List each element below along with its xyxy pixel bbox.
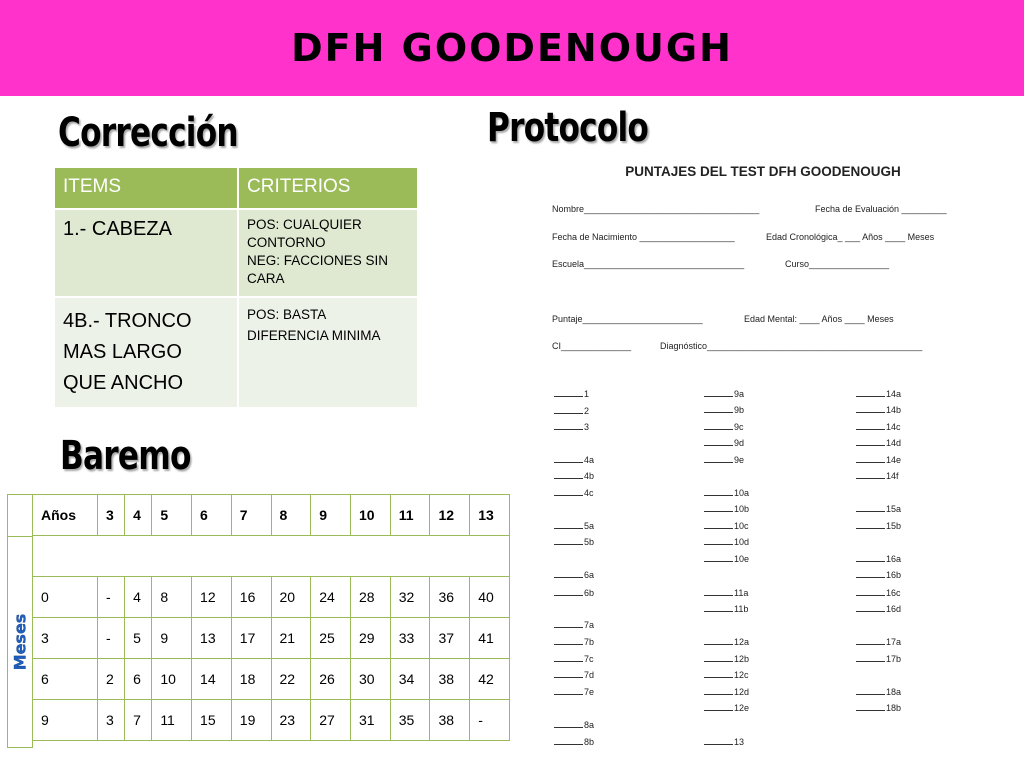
score-item-label: 7a [584, 620, 595, 630]
score-item-label: 15b [886, 521, 902, 531]
field-ci: CI______________ [552, 341, 632, 351]
score-blank-line [704, 636, 733, 645]
score-item-label: 3 [584, 422, 590, 432]
score-blank-line [554, 653, 583, 662]
value-cell: 30 [350, 659, 390, 700]
score-blank-line [856, 421, 885, 430]
items-criteria-table [53, 166, 419, 409]
score-item [554, 454, 594, 465]
score-item-label: 5a [584, 521, 595, 531]
score-item [554, 536, 594, 547]
score-item-label: 14b [886, 405, 902, 415]
criteria-line: NEG: FACCIONES SIN CARA [247, 253, 389, 286]
value-cell: - [98, 577, 125, 618]
score-blank-line [856, 553, 885, 562]
table-row [54, 297, 418, 408]
score-item-label: 10a [734, 488, 750, 498]
table-row [33, 577, 510, 618]
score-blank-line [856, 653, 885, 662]
value-cell: 34 [390, 659, 430, 700]
score-item-label: 10e [734, 554, 750, 564]
field-nombre: Nombre___________________________________ [552, 204, 760, 214]
score-blank-line [704, 536, 733, 545]
score-item [554, 669, 594, 680]
score-item [704, 686, 749, 697]
score-item-label: 4c [584, 488, 594, 498]
score-item-label: 12a [734, 637, 750, 647]
value-cell: 3 [98, 495, 125, 536]
value-cell: 2 [98, 659, 125, 700]
value-cell: 6 [192, 495, 232, 536]
score-blank-line [554, 470, 583, 479]
score-item [856, 603, 901, 614]
score-item-label: 18b [886, 703, 902, 713]
score-blank-line [554, 736, 583, 745]
score-item-label: 13 [734, 737, 745, 747]
score-blank-line [856, 587, 885, 596]
score-item [704, 437, 744, 448]
score-item-label: 9a [734, 389, 745, 399]
score-item-label: 12d [734, 687, 750, 697]
value-cell: 22 [271, 659, 311, 700]
score-blank-line [704, 388, 733, 397]
value-cell: 4 [125, 577, 152, 618]
value-cell: 32 [390, 577, 430, 618]
value-cell: 13 [192, 618, 232, 659]
score-item [554, 653, 594, 664]
value-cell: 11 [152, 700, 192, 741]
score-item [554, 686, 594, 697]
value-cell: 26 [311, 659, 351, 700]
score-blank-line [856, 603, 885, 612]
row-label-cell: 0 [33, 577, 98, 618]
score-item [554, 520, 594, 531]
field-curso: Curso________________ [785, 259, 890, 269]
field-fecha-nacimiento: Fecha de Nacimiento ___________________ [552, 232, 735, 242]
score-item [554, 736, 594, 747]
score-blank-line [554, 569, 583, 578]
score-blank-line [704, 520, 733, 529]
score-item [554, 405, 589, 416]
score-item [704, 520, 749, 531]
score-item-label: 16d [886, 604, 902, 614]
value-cell: 11 [390, 495, 430, 536]
value-cell: 24 [311, 577, 351, 618]
score-blank-line [856, 569, 885, 578]
score-item [856, 470, 899, 481]
score-item [704, 636, 749, 647]
score-item-label: 14e [886, 455, 902, 465]
value-cell: 20 [271, 577, 311, 618]
value-cell: 35 [390, 700, 430, 741]
score-item [704, 669, 749, 680]
criteria-line: POS: CUALQUIER CONTORNO [247, 217, 362, 250]
score-item-label: 10c [734, 521, 749, 531]
value-cell: 42 [470, 659, 510, 700]
score-item [554, 470, 594, 481]
table-row [33, 659, 510, 700]
score-item-label: 17a [886, 637, 902, 647]
value-cell: 33 [390, 618, 430, 659]
score-blank-line [856, 686, 885, 695]
score-item-label: 16a [886, 554, 902, 564]
score-item [704, 487, 749, 498]
score-blank-line [704, 553, 733, 562]
score-item [704, 702, 749, 713]
baremo-header-row [33, 495, 510, 536]
score-item [704, 404, 744, 415]
score-item-label: 7c [584, 654, 594, 664]
score-item [704, 553, 749, 564]
value-cell: 16 [231, 577, 271, 618]
score-blank-line [554, 686, 583, 695]
score-blank-line [554, 405, 583, 414]
score-blank-line [704, 404, 733, 413]
score-item-label: 17b [886, 654, 902, 664]
score-blank-line [554, 619, 583, 628]
score-item [554, 719, 594, 730]
value-cell: 12 [192, 577, 232, 618]
value-cell: 40 [470, 577, 510, 618]
title-banner [0, 0, 1024, 96]
score-blank-line [554, 487, 583, 496]
score-blank-line [856, 520, 885, 529]
score-item-label: 8b [584, 737, 595, 747]
score-blank-line [856, 702, 885, 711]
score-item-label: 2 [584, 406, 590, 416]
field-fecha-evaluacion: Fecha de Evaluación _________ [815, 204, 947, 214]
score-item-label: 14c [886, 422, 901, 432]
table-header-items: ITEMS [54, 167, 238, 209]
value-cell: 15 [192, 700, 232, 741]
score-blank-line [554, 421, 583, 430]
score-item [856, 587, 901, 598]
score-item-label: 15a [886, 504, 902, 514]
criteria-line: POS: BASTA DIFERENCIA MINIMA [247, 307, 381, 343]
score-item [856, 437, 901, 448]
score-item-label: 6b [584, 588, 595, 598]
score-blank-line [704, 587, 733, 596]
score-item-label: 7d [584, 670, 595, 680]
spacer-cell [33, 536, 510, 577]
score-item-label: 9c [734, 422, 744, 432]
score-item-label: 4b [584, 471, 595, 481]
value-cell: 28 [350, 577, 390, 618]
value-cell: 38 [430, 700, 470, 741]
spacer-row [33, 536, 510, 577]
score-blank-line [856, 503, 885, 512]
criteria-cell [238, 209, 418, 297]
row-label-cell: 3 [33, 618, 98, 659]
score-item-label: 11a [734, 588, 749, 598]
score-blank-line [554, 536, 583, 545]
score-item-label: 5b [584, 537, 595, 547]
value-cell: 12 [430, 495, 470, 536]
field-diagnostico: Diagnóstico___________________________________________ [660, 341, 923, 351]
value-cell: 17 [231, 618, 271, 659]
section-title-baremo: Baremo [60, 433, 191, 479]
score-blank-line [554, 388, 583, 397]
score-item [856, 636, 901, 647]
score-blank-line [554, 454, 583, 463]
score-blank-line [704, 702, 733, 711]
score-item-label: 16c [886, 588, 901, 598]
score-item [856, 388, 901, 399]
score-blank-line [554, 669, 583, 678]
score-item [704, 587, 748, 598]
baremo-table-wrapper [7, 494, 510, 746]
value-cell: 41 [470, 618, 510, 659]
score-item-label: 12b [734, 654, 750, 664]
field-edad-cronologica: Edad Cronológica_ ___ Años ____ Meses [766, 232, 935, 242]
score-item [856, 421, 901, 432]
score-blank-line [704, 653, 733, 662]
value-cell: 3 [98, 700, 125, 741]
protocol-form [548, 150, 978, 750]
value-cell: 13 [470, 495, 510, 536]
score-item [704, 536, 749, 547]
score-item [856, 569, 901, 580]
score-item-label: 9d [734, 438, 745, 448]
table-header-criterios: CRITERIOS [238, 167, 418, 209]
score-blank-line [554, 520, 583, 529]
score-item-label: 1 [584, 389, 590, 399]
score-item-label: 12e [734, 703, 750, 713]
value-cell: 8 [152, 577, 192, 618]
value-cell: 25 [311, 618, 351, 659]
score-item-label: 7b [584, 637, 595, 647]
table-row [33, 618, 510, 659]
score-item-label: 16b [886, 570, 902, 580]
score-item [704, 653, 749, 664]
protocol-title: PUNTAJES DEL TEST DFH GOODENOUGH [625, 164, 901, 179]
score-item [856, 702, 901, 713]
score-item [856, 653, 901, 664]
score-item [856, 686, 901, 697]
score-blank-line [704, 669, 733, 678]
score-blank-line [856, 388, 885, 397]
value-cell: 19 [231, 700, 271, 741]
value-cell: 9 [311, 495, 351, 536]
score-item [856, 454, 901, 465]
value-cell: 31 [350, 700, 390, 741]
score-blank-line [704, 437, 733, 446]
score-item-label: 12c [734, 670, 749, 680]
table-row [54, 209, 418, 297]
score-item [704, 736, 744, 747]
score-blank-line [856, 470, 885, 479]
value-cell: - [470, 700, 510, 741]
row-label-cell: Años [33, 495, 98, 536]
meses-label: Meses [10, 613, 30, 671]
row-label-cell: 6 [33, 659, 98, 700]
score-item [554, 487, 594, 498]
criteria-cell [238, 297, 418, 408]
score-item-label: 7e [584, 687, 595, 697]
score-item [856, 503, 901, 514]
value-cell: 4 [125, 495, 152, 536]
value-cell: 36 [430, 577, 470, 618]
value-cell: 27 [311, 700, 351, 741]
score-blank-line [856, 437, 885, 446]
score-item-label: 4a [584, 455, 595, 465]
slide-title: DFH GOODENOUGH [291, 26, 733, 70]
score-item [704, 503, 749, 514]
item-cell: 1.- CABEZA [54, 209, 238, 297]
table-row [33, 700, 510, 741]
score-item [856, 553, 901, 564]
score-item [704, 454, 744, 465]
corner-cell [7, 494, 33, 538]
score-blank-line [704, 603, 733, 612]
value-cell: 8 [271, 495, 311, 536]
score-blank-line [704, 686, 733, 695]
score-item [856, 404, 901, 415]
score-item-label: 6a [584, 570, 595, 580]
value-cell: 23 [271, 700, 311, 741]
score-item [554, 636, 594, 647]
score-item-label: 10b [734, 504, 750, 514]
score-item [554, 619, 594, 630]
value-cell: 18 [231, 659, 271, 700]
score-blank-line [554, 719, 583, 728]
value-cell: 10 [152, 659, 192, 700]
score-item [856, 520, 901, 531]
score-blank-line [704, 503, 733, 512]
score-blank-line [704, 736, 733, 745]
value-cell: 7 [125, 700, 152, 741]
value-cell: 5 [125, 618, 152, 659]
score-item-label: 14f [886, 471, 899, 481]
score-blank-line [554, 587, 583, 596]
value-cell: 9 [152, 618, 192, 659]
field-edad-mental: Edad Mental: ____ Años ____ Meses [744, 314, 894, 324]
score-item-label: 18a [886, 687, 902, 697]
value-cell: 7 [231, 495, 271, 536]
score-item-label: 10d [734, 537, 750, 547]
score-item [704, 421, 744, 432]
score-blank-line [554, 636, 583, 645]
value-cell: 10 [350, 495, 390, 536]
score-blank-line [856, 636, 885, 645]
score-item [554, 388, 589, 399]
score-blank-line [704, 454, 733, 463]
score-item-label: 8a [584, 720, 595, 730]
score-item [704, 603, 748, 614]
score-item-label: 9b [734, 405, 745, 415]
score-item-label: 14a [886, 389, 902, 399]
row-label-cell: 9 [33, 700, 98, 741]
value-cell: 37 [430, 618, 470, 659]
score-blank-line [856, 454, 885, 463]
item-cell: 4B.- TRONCO MAS LARGO QUE ANCHO [54, 297, 238, 408]
value-cell: 14 [192, 659, 232, 700]
score-blank-line [704, 487, 733, 496]
field-escuela: Escuela________________________________ [552, 259, 745, 269]
score-blank-line [856, 404, 885, 413]
value-cell: 38 [430, 659, 470, 700]
value-cell: - [98, 618, 125, 659]
score-blank-line [704, 421, 733, 430]
value-cell: 6 [125, 659, 152, 700]
value-cell: 29 [350, 618, 390, 659]
score-item-label: 14d [886, 438, 902, 448]
score-item [554, 587, 594, 598]
meses-column [7, 536, 33, 748]
section-title-protocolo: Protocolo [487, 105, 649, 151]
score-item [554, 421, 589, 432]
baremo-table [32, 494, 510, 741]
score-item-label: 9e [734, 455, 745, 465]
section-title-correccion: Corrección [58, 110, 238, 156]
value-cell: 21 [271, 618, 311, 659]
score-item [704, 388, 744, 399]
score-item-label: 11b [734, 604, 749, 614]
score-item [554, 569, 594, 580]
value-cell: 5 [152, 495, 192, 536]
field-puntaje: Puntaje________________________ [552, 314, 703, 324]
